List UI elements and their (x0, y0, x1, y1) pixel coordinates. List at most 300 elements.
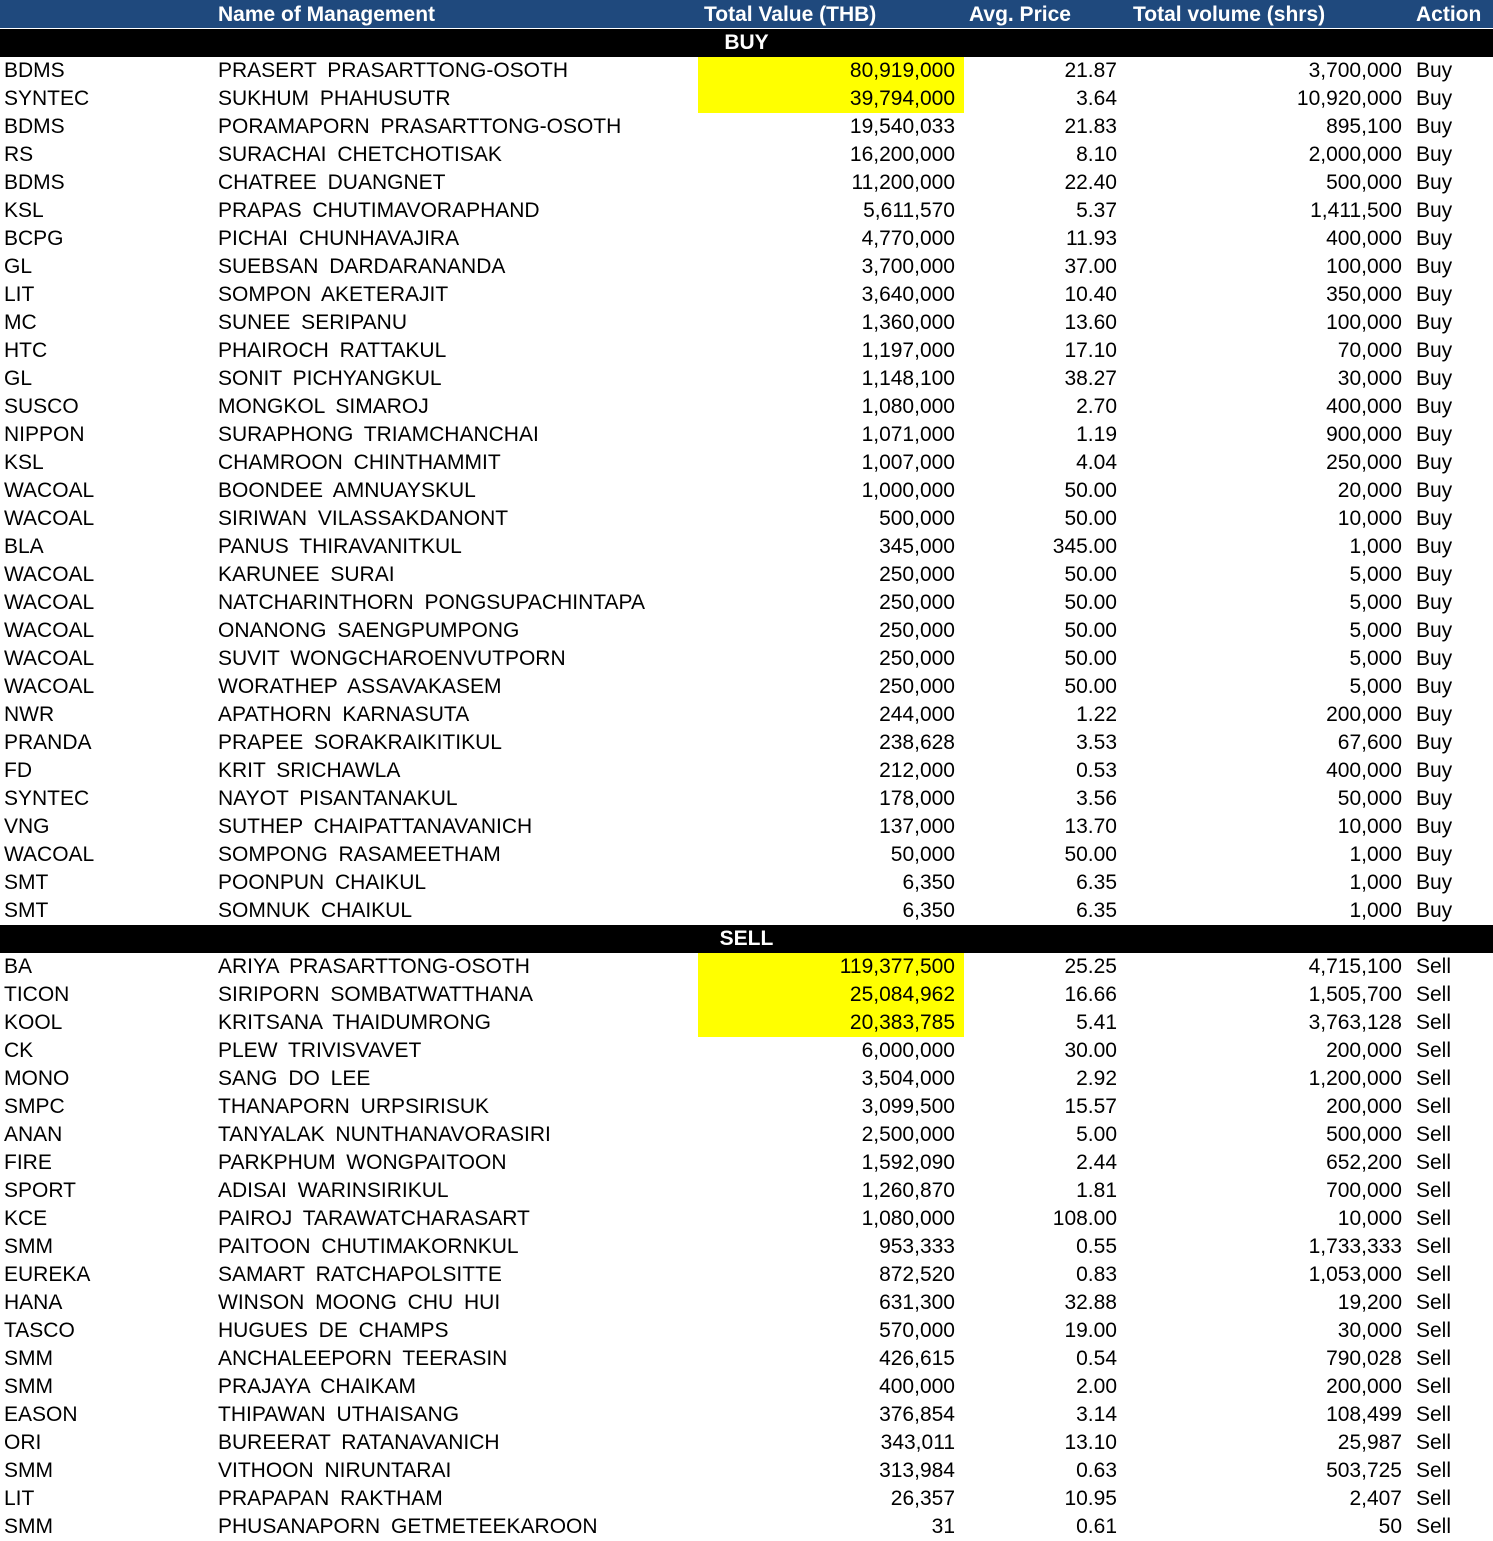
ticker-cell: PRANDA (4, 731, 92, 754)
volume-cell: 700,000 (1326, 1179, 1402, 1202)
price-cell: 0.53 (1076, 759, 1117, 782)
action-cell: Sell (1416, 1291, 1452, 1314)
table-row (0, 1233, 1493, 1261)
action-cell: Buy (1416, 815, 1453, 838)
sell-section-label: SELL (0, 925, 1493, 953)
value-cell: 212,000 (879, 759, 955, 782)
name-cell: PRAPEE SORAKRAIKITIKUL (218, 731, 502, 754)
price-cell: 38.27 (1064, 367, 1117, 390)
volume-cell: 10,000 (1337, 815, 1402, 838)
header-action: Action (1416, 3, 1482, 26)
value-cell: 376,854 (879, 1403, 955, 1426)
value-cell: 244,000 (879, 703, 955, 726)
name-cell: CHATREE DUANGNET (218, 171, 446, 194)
price-cell: 10.40 (1064, 283, 1117, 306)
price-cell: 345.00 (1052, 535, 1117, 558)
price-cell: 0.63 (1076, 1459, 1117, 1482)
table-row (0, 1037, 1493, 1065)
table-row (0, 421, 1493, 449)
action-cell: Sell (1416, 1459, 1452, 1482)
table-row (0, 785, 1493, 813)
ticker-cell: SUSCO (4, 395, 79, 418)
table-row (0, 757, 1493, 785)
price-cell: 5.37 (1076, 199, 1117, 222)
name-cell: SURAPHONG TRIAMCHANCHAI (218, 423, 539, 446)
ticker-cell: NWR (4, 703, 55, 726)
price-cell: 0.54 (1076, 1347, 1117, 1370)
action-cell: Buy (1416, 59, 1453, 82)
volume-cell: 1,000 (1349, 535, 1402, 558)
price-cell: 5.00 (1076, 1123, 1117, 1146)
name-cell: PRAJAYA CHAIKAM (218, 1375, 416, 1398)
ticker-cell: BDMS (4, 171, 65, 194)
value-cell: 3,099,500 (861, 1095, 955, 1118)
volume-cell: 895,100 (1326, 115, 1402, 138)
action-cell: Buy (1416, 227, 1453, 250)
name-cell: ADISAI WARINSIRIKUL (218, 1179, 449, 1202)
value-cell: 31 (931, 1515, 955, 1538)
name-cell: NAYOT PISANTANAKUL (218, 787, 458, 810)
name-cell: SUNEE SERIPANU (218, 311, 407, 334)
name-cell: WORATHEP ASSAVAKASEM (218, 675, 502, 698)
action-cell: Sell (1416, 1431, 1452, 1454)
action-cell: Buy (1416, 619, 1453, 642)
value-cell: 1,148,100 (861, 367, 955, 390)
price-cell: 3.53 (1076, 731, 1117, 754)
price-cell: 13.70 (1064, 815, 1117, 838)
action-cell: Buy (1416, 759, 1453, 782)
value-cell: 238,628 (879, 731, 955, 754)
price-cell: 50.00 (1064, 675, 1117, 698)
name-cell: PICHAI CHUNHAVAJIRA (218, 227, 460, 250)
table-row (0, 477, 1493, 505)
name-cell: BUREERAT RATANAVANICH (218, 1431, 500, 1454)
price-cell: 0.83 (1076, 1263, 1117, 1286)
table-row (0, 113, 1493, 141)
action-cell: Sell (1416, 1319, 1452, 1342)
name-cell: SAMART RATCHAPOLSITTE (218, 1263, 502, 1286)
value-cell: 1,000,000 (861, 479, 955, 502)
name-cell: KARUNEE SURAI (218, 563, 395, 586)
action-cell: Sell (1416, 1347, 1452, 1370)
value-cell: 345,000 (879, 535, 955, 558)
name-cell: VITHOON NIRUNTARAI (218, 1459, 452, 1482)
name-cell: SOMPON AKETERAJIT (218, 283, 449, 306)
action-cell: Buy (1416, 87, 1453, 110)
value-cell: 6,350 (902, 871, 955, 894)
table-row (0, 449, 1493, 477)
name-cell: APATHORN KARNASUTA (218, 703, 470, 726)
ticker-cell: LIT (4, 1487, 35, 1510)
volume-cell: 5,000 (1349, 675, 1402, 698)
price-cell: 22.40 (1064, 171, 1117, 194)
price-cell: 0.55 (1076, 1235, 1117, 1258)
ticker-cell: SMM (4, 1347, 53, 1370)
value-cell: 500,000 (879, 507, 955, 530)
name-cell: PRASERT PRASARTTONG-OSOTH (218, 59, 569, 82)
volume-cell: 500,000 (1326, 1123, 1402, 1146)
price-cell: 50.00 (1064, 619, 1117, 642)
ticker-cell: WACOAL (4, 507, 95, 530)
name-cell: NATCHARINTHORN PONGSUPACHINTAPA (218, 591, 645, 614)
value-cell: 313,984 (879, 1459, 955, 1482)
table-row (0, 1485, 1493, 1513)
name-cell: TANYALAK NUNTHANAVORASIRI (218, 1123, 551, 1146)
table-row (0, 337, 1493, 365)
price-cell: 0.61 (1076, 1515, 1117, 1538)
table-row (0, 1065, 1493, 1093)
name-cell: SOMPONG RASAMEETHAM (218, 843, 501, 866)
volume-cell: 1,733,333 (1308, 1235, 1402, 1258)
ticker-cell: BDMS (4, 115, 65, 138)
ticker-cell: LIT (4, 283, 35, 306)
volume-cell: 5,000 (1349, 591, 1402, 614)
action-cell: Sell (1416, 1515, 1452, 1538)
name-cell: HUGUES DE CHAMPS (218, 1319, 449, 1342)
volume-cell: 503,725 (1326, 1459, 1402, 1482)
name-cell: BOONDEE AMNUAYSKUL (218, 479, 476, 502)
ticker-cell: BCPG (4, 227, 64, 250)
name-cell: THIPAWAN UTHAISANG (218, 1403, 460, 1426)
action-cell: Buy (1416, 479, 1453, 502)
ticker-cell: KOOL (4, 1011, 63, 1034)
volume-cell: 19,200 (1337, 1291, 1402, 1314)
table-row (0, 1009, 1493, 1037)
price-cell: 4.04 (1076, 451, 1117, 474)
volume-cell: 652,200 (1326, 1151, 1402, 1174)
action-cell: Buy (1416, 899, 1453, 922)
ticker-cell: WACOAL (4, 563, 95, 586)
price-cell: 3.56 (1076, 787, 1117, 810)
volume-cell: 1,000 (1349, 871, 1402, 894)
price-cell: 25.25 (1064, 955, 1117, 978)
table-row (0, 365, 1493, 393)
header-name: Name of Management (218, 3, 436, 26)
name-cell: THANAPORN URPSIRISUK (218, 1095, 490, 1118)
name-cell: SUVIT WONGCHAROENVUTPORN (218, 647, 566, 670)
volume-cell: 100,000 (1326, 311, 1402, 334)
action-cell: Sell (1416, 1179, 1452, 1202)
name-cell: POONPUN CHAIKUL (218, 871, 427, 894)
table-row (0, 589, 1493, 617)
volume-cell: 5,000 (1349, 563, 1402, 586)
ticker-cell: MONO (4, 1067, 70, 1090)
table-row (0, 169, 1493, 197)
ticker-cell: CK (4, 1039, 34, 1062)
table-row (0, 1401, 1493, 1429)
value-cell: 80,919,000 (698, 57, 964, 85)
ticker-cell: HTC (4, 339, 48, 362)
name-cell: CHAMROON CHINTHAMMIT (218, 451, 501, 474)
table-row (0, 1205, 1493, 1233)
name-cell: PORAMAPORN PRASARTTONG-OSOTH (218, 115, 622, 138)
ticker-cell: BLA (4, 535, 44, 558)
action-cell: Sell (1416, 1375, 1452, 1398)
price-cell: 19.00 (1064, 1319, 1117, 1342)
volume-cell: 3,700,000 (1308, 59, 1402, 82)
table-row (0, 841, 1493, 869)
volume-cell: 400,000 (1326, 395, 1402, 418)
volume-cell: 25,987 (1337, 1431, 1402, 1454)
volume-cell: 50,000 (1337, 787, 1402, 810)
ticker-cell: WACOAL (4, 479, 95, 502)
table-row (0, 645, 1493, 673)
name-cell: PLEW TRIVISVAVET (218, 1039, 422, 1062)
volume-cell: 4,715,100 (1308, 955, 1402, 978)
volume-cell: 200,000 (1326, 703, 1402, 726)
value-cell: 2,500,000 (861, 1123, 955, 1146)
value-cell: 250,000 (879, 647, 955, 670)
table-row (0, 281, 1493, 309)
price-cell: 11.93 (1066, 227, 1117, 250)
value-cell: 6,350 (902, 899, 955, 922)
volume-cell: 50 (1378, 1515, 1402, 1538)
action-cell: Buy (1416, 507, 1453, 530)
table-row (0, 1121, 1493, 1149)
volume-cell: 108,499 (1326, 1403, 1402, 1426)
value-cell: 343,011 (880, 1431, 955, 1454)
value-cell: 5,611,570 (863, 199, 955, 222)
price-cell: 50.00 (1064, 591, 1117, 614)
table-row (0, 1093, 1493, 1121)
table-header (0, 0, 1493, 28)
action-cell: Sell (1416, 1207, 1452, 1230)
table-row (0, 561, 1493, 589)
volume-cell: 30,000 (1337, 1319, 1402, 1342)
table-row (0, 1429, 1493, 1457)
name-cell: WINSON MOONG CHU HUI (218, 1291, 501, 1314)
buy-section-label: BUY (0, 29, 1493, 57)
value-cell: 1,592,090 (861, 1151, 955, 1174)
ticker-cell: WACOAL (4, 675, 95, 698)
volume-cell: 2,407 (1349, 1487, 1402, 1510)
value-cell: 1,260,870 (861, 1179, 955, 1202)
price-cell: 1.81 (1076, 1179, 1117, 1202)
value-cell: 1,007,000 (861, 451, 955, 474)
table-row (0, 505, 1493, 533)
table-row (0, 869, 1493, 897)
volume-cell: 1,053,000 (1308, 1263, 1402, 1286)
action-cell: Sell (1416, 1403, 1452, 1426)
name-cell: SUEBSAN DARDARANANDA (218, 255, 506, 278)
value-cell: 50,000 (890, 843, 955, 866)
price-cell: 2.00 (1076, 1375, 1117, 1398)
ticker-cell: GL (4, 367, 33, 390)
table-row (0, 617, 1493, 645)
ticker-cell: WACOAL (4, 843, 95, 866)
action-cell: Buy (1416, 367, 1453, 390)
price-cell: 10.95 (1064, 1487, 1117, 1510)
value-cell: 3,640,000 (861, 283, 955, 306)
header-volume: Total volume (shrs) (1133, 3, 1326, 26)
volume-cell: 5,000 (1349, 619, 1402, 642)
ticker-cell: VNG (4, 815, 50, 838)
price-cell: 30.00 (1064, 1039, 1117, 1062)
price-cell: 17.10 (1064, 339, 1117, 362)
ticker-cell: SMT (4, 899, 49, 922)
action-cell: Buy (1416, 283, 1453, 306)
action-cell: Buy (1416, 703, 1453, 726)
value-cell: 26,357 (890, 1487, 955, 1510)
name-cell: SUTHEP CHAIPATTANAVANICH (218, 815, 533, 838)
action-cell: Buy (1416, 647, 1453, 670)
ticker-cell: WACOAL (4, 619, 95, 642)
action-cell: Buy (1416, 731, 1453, 754)
action-cell: Buy (1416, 199, 1453, 222)
volume-cell: 790,028 (1326, 1347, 1402, 1370)
value-cell: 250,000 (879, 563, 955, 586)
table-row (0, 701, 1493, 729)
action-cell: Buy (1416, 255, 1453, 278)
price-cell: 15.57 (1064, 1095, 1117, 1118)
ticker-cell: SMM (4, 1515, 53, 1538)
value-cell: 137,000 (879, 815, 955, 838)
name-cell: ONANONG SAENGPUMPONG (218, 619, 520, 642)
value-cell: 1,360,000 (861, 311, 955, 334)
ticker-cell: MC (4, 311, 37, 334)
table-row (0, 197, 1493, 225)
ticker-cell: WACOAL (4, 591, 95, 614)
ticker-cell: SPORT (4, 1179, 76, 1202)
value-cell: 426,615 (879, 1347, 955, 1370)
action-cell: Sell (1416, 1487, 1452, 1510)
table-row (0, 981, 1493, 1009)
ticker-cell: FIRE (4, 1151, 52, 1174)
price-cell: 2.44 (1076, 1151, 1117, 1174)
volume-cell: 5,000 (1349, 647, 1402, 670)
table-row (0, 897, 1493, 925)
table-row (0, 57, 1493, 85)
name-cell: SUKHUM PHAHUSUTR (218, 87, 451, 110)
ticker-cell: SMM (4, 1375, 53, 1398)
price-cell: 50.00 (1064, 507, 1117, 530)
action-cell: Buy (1416, 143, 1453, 166)
value-cell: 1,071,000 (861, 423, 955, 446)
price-cell: 13.60 (1064, 311, 1117, 334)
action-cell: Buy (1416, 675, 1453, 698)
value-cell: 119,377,500 (698, 953, 964, 981)
action-cell: Sell (1416, 1235, 1452, 1258)
price-cell: 2.92 (1076, 1067, 1117, 1090)
value-cell: 250,000 (879, 591, 955, 614)
volume-cell: 100,000 (1326, 255, 1402, 278)
ticker-cell: SMPC (4, 1095, 65, 1118)
action-cell: Sell (1416, 955, 1452, 978)
volume-cell: 400,000 (1326, 759, 1402, 782)
ticker-cell: HANA (4, 1291, 63, 1314)
volume-cell: 900,000 (1326, 423, 1402, 446)
volume-cell: 1,411,500 (1310, 199, 1402, 222)
table-row (0, 393, 1493, 421)
value-cell: 1,080,000 (861, 395, 955, 418)
action-cell: Sell (1416, 1067, 1452, 1090)
action-cell: Sell (1416, 1011, 1452, 1034)
name-cell: PRAPAPAN RAKTHAM (218, 1487, 443, 1510)
table-row (0, 1457, 1493, 1485)
ticker-cell: SMT (4, 871, 49, 894)
value-cell: 250,000 (879, 619, 955, 642)
header-price: Avg. Price (969, 3, 1071, 26)
table-row (0, 1513, 1493, 1541)
value-cell: 3,700,000 (861, 255, 955, 278)
name-cell: PRAPAS CHUTIMAVORAPHAND (218, 199, 540, 222)
value-cell: 25,084,962 (698, 981, 964, 1009)
table-row (0, 729, 1493, 757)
table-row (0, 85, 1493, 113)
table-row (0, 1261, 1493, 1289)
volume-cell: 1,505,700 (1308, 983, 1402, 1006)
action-cell: Sell (1416, 1151, 1452, 1174)
volume-cell: 1,000 (1349, 843, 1402, 866)
ticker-cell: EUREKA (4, 1263, 91, 1286)
name-cell: SONIT PICHYANGKUL (218, 367, 442, 390)
value-cell: 1,080,000 (861, 1207, 955, 1230)
value-cell: 178,000 (879, 787, 955, 810)
table-row (0, 533, 1493, 561)
value-cell: 6,000,000 (861, 1039, 955, 1062)
volume-cell: 200,000 (1326, 1039, 1402, 1062)
price-cell: 3.64 (1076, 87, 1117, 110)
price-cell: 50.00 (1064, 647, 1117, 670)
price-cell: 16.66 (1064, 983, 1117, 1006)
action-cell: Sell (1416, 1263, 1452, 1286)
price-cell: 5.41 (1076, 1011, 1117, 1034)
price-cell: 50.00 (1064, 843, 1117, 866)
table-row (0, 253, 1493, 281)
ticker-cell: KCE (4, 1207, 48, 1230)
action-cell: Sell (1416, 1095, 1452, 1118)
ticker-cell: EASON (4, 1403, 78, 1426)
price-cell: 50.00 (1064, 479, 1117, 502)
table-row (0, 141, 1493, 169)
price-cell: 108.00 (1052, 1207, 1117, 1230)
ticker-cell: SYNTEC (4, 87, 90, 110)
name-cell: SANG DO LEE (218, 1067, 371, 1090)
ticker-cell: SMM (4, 1235, 53, 1258)
action-cell: Buy (1416, 843, 1453, 866)
volume-cell: 250,000 (1326, 451, 1402, 474)
ticker-cell: BDMS (4, 59, 65, 82)
name-cell: PARKPHUM WONGPAITOON (218, 1151, 507, 1174)
table-row (0, 309, 1493, 337)
price-cell: 21.87 (1064, 59, 1117, 82)
volume-cell: 500,000 (1326, 171, 1402, 194)
action-cell: Sell (1416, 1123, 1452, 1146)
value-cell: 11,200,000 (851, 171, 955, 194)
ticker-cell: TASCO (4, 1319, 75, 1342)
name-cell: SOMNUK CHAIKUL (218, 899, 413, 922)
volume-cell: 10,920,000 (1296, 87, 1402, 110)
action-cell: Buy (1416, 311, 1453, 334)
name-cell: PHAIROCH RATTAKUL (218, 339, 447, 362)
name-cell: KRIT SRICHAWLA (218, 759, 401, 782)
action-cell: Buy (1416, 395, 1453, 418)
ticker-cell: BA (4, 955, 33, 978)
volume-cell: 10,000 (1337, 1207, 1402, 1230)
name-cell: PHUSANAPORN GETMETEEKAROON (218, 1515, 598, 1538)
name-cell: MONGKOL SIMAROJ (218, 395, 429, 418)
action-cell: Buy (1416, 591, 1453, 614)
name-cell: PAITOON CHUTIMAKORNKUL (218, 1235, 519, 1258)
table-row (0, 813, 1493, 841)
action-cell: Buy (1416, 451, 1453, 474)
price-cell: 1.22 (1076, 703, 1117, 726)
volume-cell: 400,000 (1326, 227, 1402, 250)
action-cell: Buy (1416, 339, 1453, 362)
ticker-cell: KSL (4, 451, 44, 474)
volume-cell: 1,000 (1349, 899, 1402, 922)
name-cell: PANUS THIRAVANITKUL (218, 535, 462, 558)
